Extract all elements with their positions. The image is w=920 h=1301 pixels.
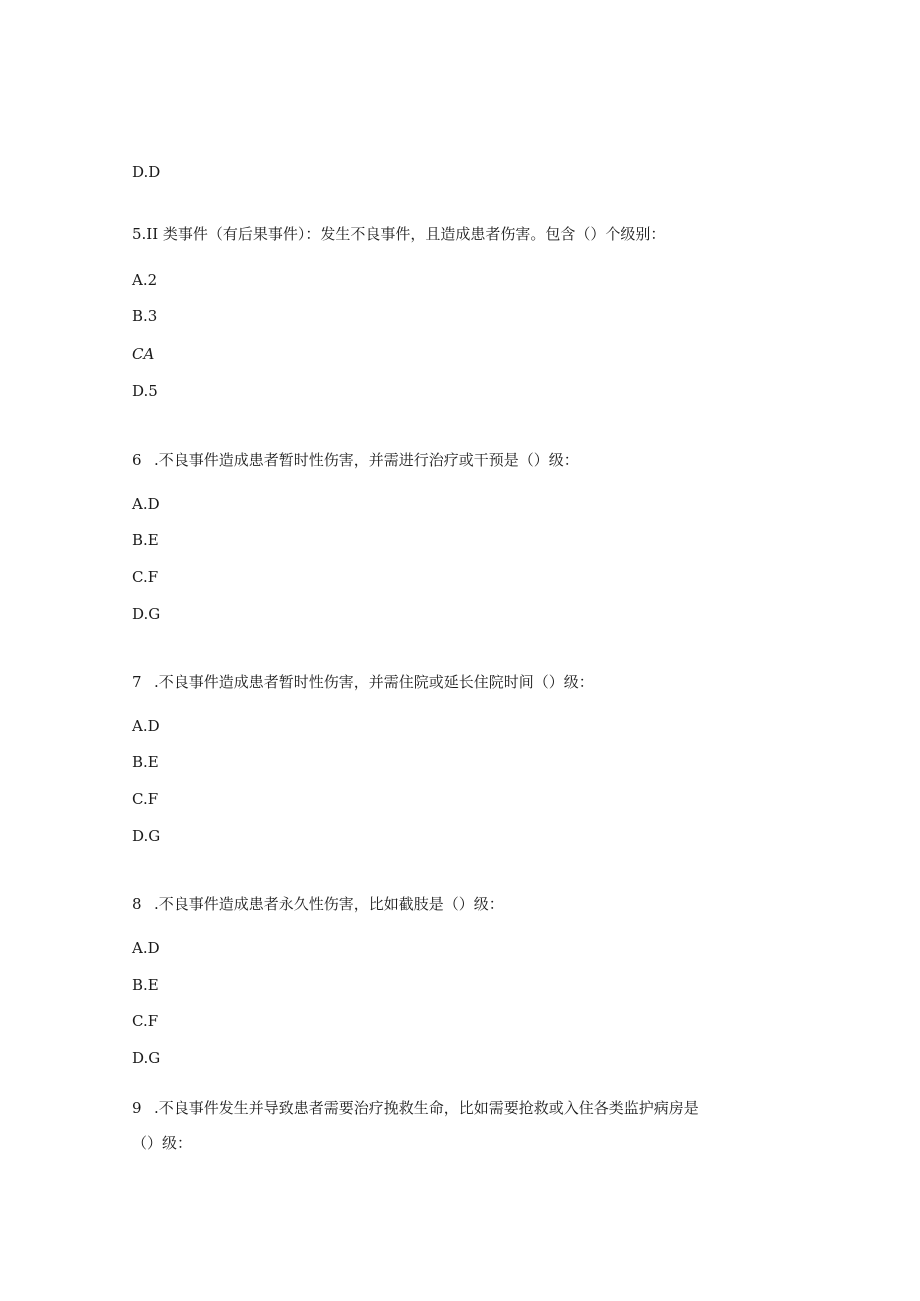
q7-text: .不良事件造成患者暂时性伤害，并需住院或延长住院时间（）级： — [154, 673, 594, 691]
q8-option-c: C.F — [132, 1012, 159, 1030]
q5-option-b: B.3 — [132, 307, 158, 325]
q8-number: 8 — [132, 895, 142, 913]
q9-number: 9 — [132, 1099, 142, 1117]
q6-option-a: A.D — [132, 495, 160, 513]
q4-option-d: D.D — [132, 163, 161, 181]
q8-option-d: D.G — [132, 1049, 161, 1067]
q5-option-a: A.2 — [132, 271, 158, 289]
q9-text: .不良事件发生并导致患者需要治疗挽救生命，比如需要抢救或入住各类监护病房是 — [154, 1099, 699, 1117]
q6-number: 6 — [132, 451, 142, 469]
q8-text: .不良事件造成患者永久性伤害，比如截肢是（）级： — [154, 895, 504, 913]
q6-option-b: B.E — [132, 531, 159, 549]
q6-question — [132, 450, 579, 470]
q7-option-d: D.G — [132, 827, 161, 845]
q8-option-a: A.D — [132, 939, 160, 957]
q6-option-d: D.G — [132, 605, 161, 623]
q7-option-a: A.D — [132, 717, 160, 735]
q8-question — [132, 894, 504, 914]
q5-option-d: D.5 — [132, 382, 158, 400]
q9-question — [132, 1098, 699, 1118]
q5-question: 5.II 类事件（有后果事件）：发生不良事件，且造成患者伤害。包含（）个级别： — [132, 225, 666, 243]
q6-text: .不良事件造成患者暂时性伤害，并需进行治疗或干预是（）级： — [154, 451, 579, 469]
q7-option-c: C.F — [132, 790, 159, 808]
q6-option-c: C.F — [132, 568, 159, 586]
q8-option-b: B.E — [132, 976, 159, 994]
q7-question — [132, 672, 594, 692]
q5-option-c: CA — [132, 345, 155, 363]
q7-option-b: B.E — [132, 753, 159, 771]
q7-number: 7 — [132, 673, 142, 691]
q9-question-continued: （）级： — [132, 1134, 193, 1152]
